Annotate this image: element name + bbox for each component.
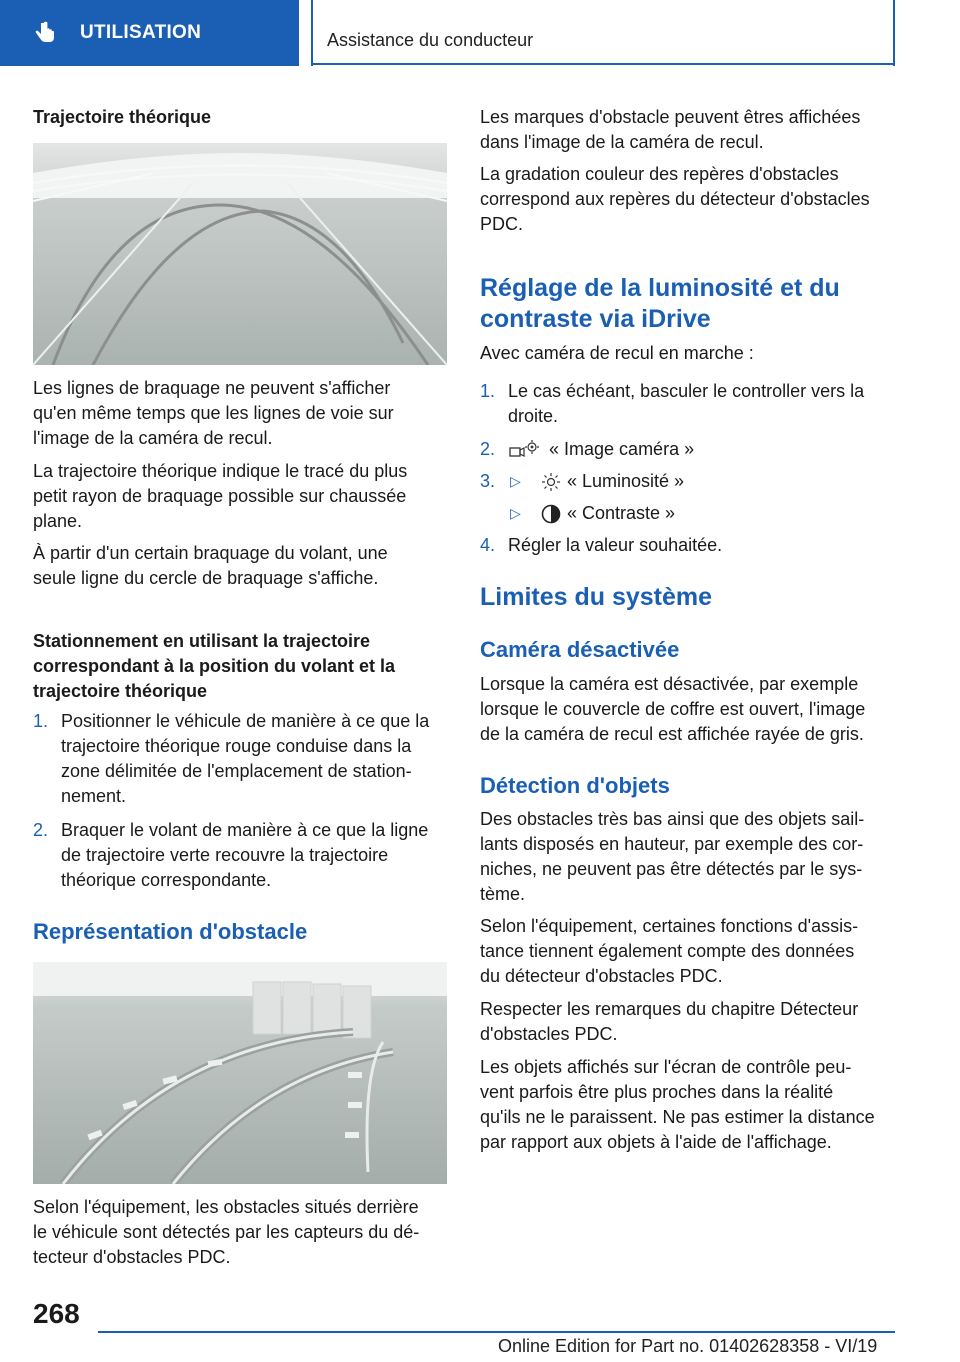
text-line: tance tiennent également compte des données bbox=[480, 941, 855, 961]
text-line: de trajectoire verte recouvre la trajectoire bbox=[61, 845, 389, 865]
paragraph-color-gradation bbox=[480, 162, 870, 237]
paragraph-theoretical-trajectory bbox=[33, 459, 407, 534]
text-line: Les objets affichés sur l'écran de contrôle peu‐ bbox=[480, 1057, 852, 1077]
text-line: niches, ne peuvent pas être détectés par le sys‐ bbox=[480, 859, 863, 879]
text-line: le véhicule sont détectés par les capteurs du dé‐ bbox=[33, 1222, 420, 1242]
paragraph-object-detection bbox=[480, 807, 864, 907]
text-line: zone délimitée de l'emplacement de station‐ bbox=[61, 761, 412, 781]
list-item bbox=[33, 709, 447, 813]
paragraph-camera-disabled bbox=[480, 672, 865, 747]
hand-pointer-icon bbox=[32, 20, 58, 46]
paragraph-turning-circle bbox=[33, 541, 388, 591]
text-line: lants disposés en hauteur, par exemple des cor‐ bbox=[480, 834, 864, 854]
text-line: droite. bbox=[508, 406, 559, 426]
heading-camera-disabled: Caméra désactivée bbox=[480, 637, 680, 662]
step-text-camera-image: « Image caméra » bbox=[549, 439, 695, 459]
footer-divider bbox=[98, 1331, 895, 1333]
text-line: du détecteur d'obstacles PDC. bbox=[480, 966, 723, 986]
text-line: tème. bbox=[480, 884, 526, 904]
obstacle-markers-image bbox=[33, 962, 447, 1184]
chapter-tab[interactable] bbox=[0, 0, 299, 66]
text-line: Des obstacles très bas ainsi que des objets sail‐ bbox=[480, 809, 865, 829]
text-line: nement. bbox=[61, 786, 127, 806]
header-divider-right bbox=[893, 0, 895, 66]
paragraph-obstacle-marks bbox=[480, 105, 860, 155]
step-text bbox=[61, 709, 429, 809]
header-divider-left bbox=[311, 0, 313, 66]
trajectory-lines-image bbox=[33, 143, 447, 365]
text-line: tecteur d'obstacles PDC. bbox=[33, 1247, 231, 1267]
step-text bbox=[508, 437, 694, 462]
list-item bbox=[480, 379, 896, 431]
text-line: lorsque le couvercle de coffre est ouvert, l'image bbox=[480, 699, 866, 719]
text-line: Les marques d'obstacle peuvent êtres affichées bbox=[480, 107, 861, 127]
text-line: trajectoire théorique rouge conduise dans la bbox=[61, 736, 412, 756]
text-line: correspond aux repères du détecteur d'obstacles bbox=[480, 189, 870, 209]
triangle-marker-icon: ▷ bbox=[510, 473, 521, 489]
text-line: plane. bbox=[33, 511, 83, 531]
heading-brightness-contrast bbox=[480, 273, 840, 335]
paragraph-pdc-remarks bbox=[480, 997, 858, 1047]
list-item bbox=[33, 818, 447, 896]
text-line: dans l'image de la caméra de recul. bbox=[480, 132, 764, 152]
triangle-marker-icon: ▷ bbox=[510, 505, 521, 521]
text-line: Réglage de la luminosité et du bbox=[480, 274, 840, 302]
text-line: PDC. bbox=[480, 214, 524, 234]
text-line: seule ligne du cercle de braquage s'affiche. bbox=[33, 568, 379, 588]
step-number: 2. bbox=[480, 439, 496, 459]
step-text-brightness: « Luminosité » bbox=[567, 471, 685, 491]
step-number: 1. bbox=[480, 381, 496, 401]
text-line: Le cas échéant, basculer le controller vers la bbox=[508, 381, 865, 401]
brightness-icon[interactable] bbox=[540, 471, 562, 493]
paragraph-steering-lines bbox=[33, 376, 394, 451]
text-line: de la caméra de recul est affichée rayée de gris. bbox=[480, 724, 864, 744]
step-number: 3. bbox=[480, 471, 496, 491]
text-line: Positionner le véhicule de manière à ce que la bbox=[61, 711, 430, 731]
text-line: À partir d'un certain braquage du volant, une bbox=[33, 543, 388, 563]
section-title: Assistance du conducteur bbox=[327, 30, 534, 50]
text-line: qu'en même temps que les lignes de voie sur bbox=[33, 403, 394, 423]
text-line: Lorsque la caméra est désactivée, par exemple bbox=[480, 674, 859, 694]
step-text-contrast: « Contraste » bbox=[567, 503, 676, 523]
text-line: Selon l'équipement, certaines fonctions d'assis‐ bbox=[480, 916, 859, 936]
text-line: Selon l'équipement, les obstacles situés derrière bbox=[33, 1197, 419, 1217]
text-line: par rapport aux objets à l'aide de l'affichage. bbox=[480, 1132, 832, 1152]
text-line: d'obstacles PDC. bbox=[480, 1024, 618, 1044]
paragraph-distance-warning bbox=[480, 1055, 875, 1155]
header-underline bbox=[311, 63, 895, 65]
step-text bbox=[508, 379, 864, 429]
heading-object-detection: Détection d'objets bbox=[480, 773, 670, 798]
list-item bbox=[480, 469, 896, 495]
text-line: qu'ils ne le paraissent. Ne pas estimer la distance bbox=[480, 1107, 875, 1127]
step-number: 4. bbox=[480, 535, 496, 555]
paragraph-assist-functions bbox=[480, 914, 858, 989]
paragraph-pdc-sensors bbox=[33, 1195, 419, 1270]
text-line: trajectoire théorique bbox=[33, 681, 208, 701]
text-line: Braquer le volant de manière à ce que la ligne bbox=[61, 820, 429, 840]
text-line: La gradation couleur des repères d'obstacles bbox=[480, 164, 839, 184]
text-line: petit rayon de braquage possible sur chaussée bbox=[33, 486, 407, 506]
page-header bbox=[0, 0, 960, 66]
heading-obstacle-representation: Représentation d'obstacle bbox=[33, 919, 308, 944]
heading-theoretical-trajectory: Trajectoire théorique bbox=[33, 107, 212, 127]
camera-settings-icon[interactable] bbox=[508, 439, 540, 461]
text-line: La trajectoire théorique indique le tracé du plus bbox=[33, 461, 408, 481]
text-line: vent parfois être plus proches dans la réalité bbox=[480, 1082, 834, 1102]
list-item bbox=[480, 501, 896, 527]
edition-info: Online Edition for Part no. 01402628358 - VI/19 bbox=[498, 1336, 878, 1356]
chapter-tab-label: UTILISATION bbox=[80, 22, 202, 43]
contrast-icon[interactable] bbox=[540, 503, 562, 525]
text-line: Respecter les remarques du chapitre Détecteur bbox=[480, 999, 859, 1019]
list-item bbox=[480, 437, 896, 463]
heading-parking-trajectory bbox=[33, 629, 395, 704]
text-line: théorique correspondante. bbox=[61, 870, 272, 890]
step-text bbox=[508, 533, 722, 558]
step-text bbox=[61, 818, 428, 893]
text-line: correspondant à la position du volant et la bbox=[33, 656, 396, 676]
heading-system-limits: Limites du système bbox=[480, 583, 713, 611]
text-line: Stationnement en utilisant la trajectoire bbox=[33, 631, 371, 651]
intro-text: Avec caméra de recul en marche : bbox=[480, 343, 754, 363]
step-number: 1. bbox=[33, 711, 49, 731]
text-line: l'image de la caméra de recul. bbox=[33, 428, 273, 448]
list-item bbox=[480, 533, 896, 559]
text-line: contraste via iDrive bbox=[480, 305, 711, 333]
page-number: 268 bbox=[33, 1298, 80, 1329]
step-number: 2. bbox=[33, 820, 49, 840]
text-line: Régler la valeur souhaitée. bbox=[508, 535, 723, 555]
text-line: Les lignes de braquage ne peuvent s'afficher bbox=[33, 378, 391, 398]
